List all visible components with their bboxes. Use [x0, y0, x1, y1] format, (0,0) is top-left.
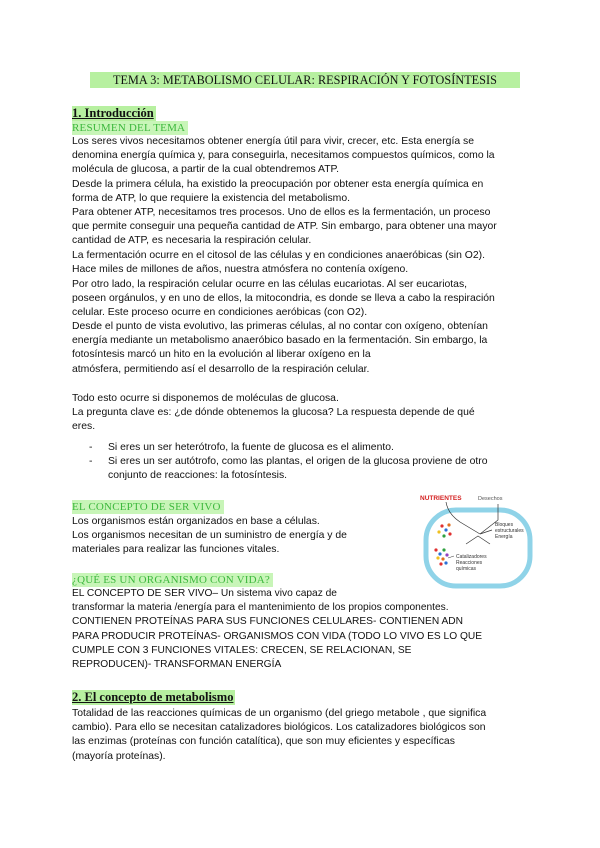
- text-line: atmósfera, permitiendo así el desarrollo de la respiración celular.: [72, 363, 370, 375]
- text-line: Hace miles de millones de años, nuestra atmósfera no contenía oxígeno.: [72, 264, 409, 276]
- dash-bullet-icon: -: [89, 442, 93, 453]
- text-line: cantidad de ATP, es necesaria la respiración celular.: [72, 235, 312, 247]
- paragraph-7: [72, 392, 532, 406]
- question-paragraph: [72, 587, 532, 672]
- text-line: molécula de glucosa, a partir de la cual obtendremos ATP.: [72, 164, 340, 176]
- paragraph-4: [72, 249, 532, 277]
- text-line: (mayoría proteínas).: [72, 750, 166, 762]
- text-line: Por otro lado, la respiración celular ocurre en las células eucariotas. Al ser eucariotas,: [72, 279, 468, 290]
- text-line: transformar la materia /energía para el mantenimiento de los propios componentes.: [72, 602, 449, 614]
- text-line: que permite conseguir una pequeña cantidad de ATP. Sin embargo, para obtener una mayor: [72, 221, 497, 233]
- text-line: Los organismos necesitan de un suministro de energía y de: [72, 530, 347, 542]
- paragraph-2: [72, 178, 532, 206]
- text-line: Si eres un ser heterótrofo, la fuente de glucosa es el alimento.: [108, 442, 394, 453]
- paragraph-3: [72, 206, 532, 249]
- paragraph-5: [72, 278, 532, 321]
- nutrientes-label: NUTRIENTES: [420, 495, 462, 502]
- energia-label: Energía: [495, 534, 513, 540]
- list-item: [72, 455, 532, 483]
- text-line: celular. Este proceso ocurre en condiciones aeróbicas (con O2).: [72, 307, 368, 319]
- text-line: PARA PRODUCIR PROTEÍNAS- ORGANISMOS CON VIDA (TODO LO VIVO ES LO QUE: [72, 630, 483, 642]
- text-line: Totalidad de las reacciones químicas de un organismo (del griego metabole , que significa: [72, 708, 487, 719]
- diagram-svg: [418, 492, 536, 592]
- text-line: cambio). Para ello se necesitan catalizadores biológicos. Los catalizadores biológicos son: [72, 722, 486, 734]
- text-line: Para obtener ATP, necesitamos tres procesos. Uno de ellos es la fermentación, un proceso: [72, 207, 491, 218]
- subheading-question: ¿QUÉ ES UN ORGANISMO CON VIDA?: [72, 573, 273, 587]
- text-line: Desde el punto de vista evolutivo, las primeras células, al no contar con oxígeno, obtenían: [72, 321, 488, 332]
- estructurales-label: estructurales: [495, 528, 524, 534]
- text-line: REPRODUCEN)- TRANSFORMAN ENERGÍA: [72, 659, 282, 671]
- cell-metabolism-diagram: [418, 492, 536, 592]
- reacciones-label: Reacciones: [456, 560, 483, 566]
- text-line: CUMPLE CON 3 FUNCIONES VITALES: CRECEN, SE RELACIONAN, SE: [72, 644, 412, 656]
- text-line: poseen orgánulos, y en uno de ellos, la mitocondria, es donde se lleva a cabo la respiración: [72, 293, 495, 305]
- dash-bullet-icon: -: [89, 456, 93, 468]
- text-line: EL CONCEPTO DE SER VIVO– Un sistema vivo capaz de: [72, 588, 337, 599]
- paragraph-8: [72, 406, 532, 434]
- text-line: denomina energía química y, para conseguirla, necesitamos compuestos químicos, como la: [72, 150, 495, 162]
- concept-paragraph: [72, 515, 402, 558]
- text-line: forma de ATP, lo que requiere la existencia del metabolismo.: [72, 193, 351, 205]
- text-line: Si eres un ser autótrofo, como las plantas, el origen de la glucosa proviene de otro: [108, 456, 488, 468]
- text-line: Los organismos están organizados en base a células.: [72, 516, 320, 527]
- text-line: fotosíntesis marcó un hito en la evolución al liberar oxígeno en la: [72, 349, 371, 361]
- metabolism-paragraph: [72, 707, 532, 764]
- text-line: Desde la primera célula, ha existido la preocupación por obtener esta energía química en: [72, 179, 484, 190]
- text-line: La pregunta clave es: ¿de dónde obtenemos la glucosa? La respuesta depende de qué: [72, 407, 475, 418]
- list-item: [72, 441, 532, 455]
- paragraph-6: [72, 320, 532, 377]
- section-heading-introduction: 1. Introducción: [72, 106, 154, 120]
- subheading-resumen: RESUMEN DEL TEMA: [72, 121, 188, 135]
- catalizadores-label: Catalizadores: [456, 554, 487, 560]
- text-line: Los seres vivos necesitamos obtener energía útil para vivir, crecer, etc. Esta energía se: [72, 136, 474, 147]
- text-line: La fermentación ocurre en el citosol de las células y en condiciones anaeróbicas (sin O2).: [72, 250, 485, 261]
- bloques-label: Bloques: [495, 522, 514, 528]
- text-line: las enzimas (proteínas con función catalítica), que son muy eficientes y específicas: [72, 736, 455, 748]
- text-line: conjunto de reacciones: la fotosíntesis.: [108, 470, 288, 482]
- text-line: materiales para realizar las funciones vitales.: [72, 544, 280, 556]
- subheading-concepto: EL CONCEPTO DE SER VIVO: [72, 500, 224, 514]
- section-heading-metabolismo: 2. El concepto de metabolismo: [72, 690, 234, 704]
- document-title: TEMA 3: METABOLISMO CELULAR: RESPIRACIÓN Y FOTOSÍNTESIS: [90, 72, 520, 88]
- paragraph-1: [72, 135, 532, 178]
- desechos-label: Desechos: [478, 496, 503, 502]
- text-line: eres.: [72, 421, 96, 433]
- text-line: Todo esto ocurre si disponemos de moléculas de glucosa.: [72, 393, 339, 404]
- text-line: CONTIENEN PROTEÍNAS PARA SUS FUNCIONES CELULARES- CONTIENEN ADN: [72, 616, 463, 628]
- glucose-source-list: [72, 441, 532, 484]
- text-line: energía mediante un metabolismo anaeróbico basado en la fermentación. Sin embargo, la: [72, 335, 488, 347]
- quimicas-label: químicas: [456, 566, 477, 572]
